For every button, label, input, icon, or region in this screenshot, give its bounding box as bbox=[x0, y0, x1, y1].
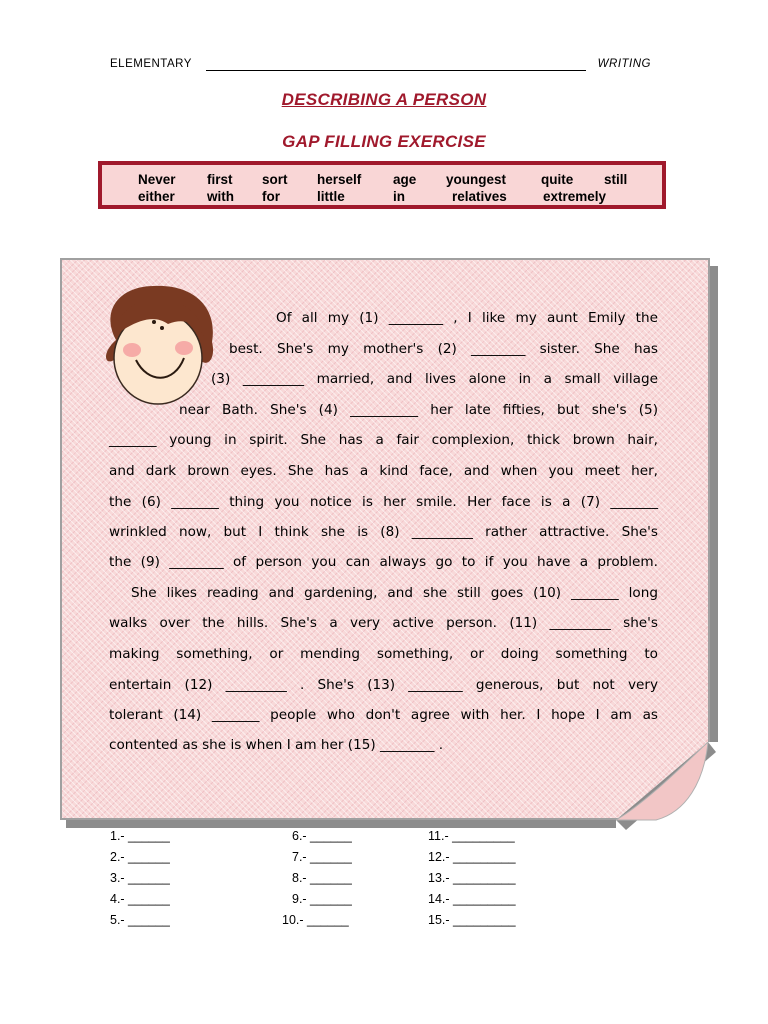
text-line: tolerant (14) _______ people who don't agree with her. I hope I am as bbox=[109, 707, 658, 723]
answer-slot: 6.- ______ bbox=[292, 829, 352, 843]
answer-slot: 4.- ______ bbox=[110, 892, 170, 906]
word-bank-item: extremely bbox=[543, 189, 607, 204]
answer-slot: 9.- ______ bbox=[292, 892, 352, 906]
word-bank-item: herself bbox=[317, 172, 362, 187]
word-bank-item: first bbox=[207, 172, 233, 187]
text-line: the (6) _______ thing you notice is her smile. Her face is a (7) _______ bbox=[109, 494, 658, 510]
answer-slot: 14.- _________ bbox=[428, 892, 516, 906]
text-line: and dark brown eyes. She has a kind face, and when you meet her, bbox=[109, 463, 658, 479]
text-line: near Bath. She's (4) __________ her late fifties, but she's (5) bbox=[179, 402, 658, 418]
answer-slot: 7.- ______ bbox=[292, 850, 352, 864]
text-line: best. She's my mother's (2) ________ sister. She has bbox=[229, 341, 658, 357]
word-bank bbox=[98, 161, 666, 209]
answer-slot: 3.- ______ bbox=[110, 871, 170, 885]
text-line: contented as she is when I am her (15) ________ . bbox=[109, 737, 444, 753]
text-line: (3) _________ married, and lives alone in a small village bbox=[211, 371, 658, 387]
text-line: the (9) ________ of person you can always go to if you have a problem. bbox=[109, 554, 658, 570]
page-subtitle: GAP FILLING EXERCISE bbox=[282, 132, 486, 151]
skill-label: WRITING bbox=[597, 58, 651, 70]
answer-slot: 5.- ______ bbox=[110, 913, 170, 927]
text-line: She likes reading and gardening, and she still goes (10) _______ long bbox=[131, 585, 658, 601]
answer-slot: 15.- _________ bbox=[428, 913, 516, 927]
answer-slot: 1.- ______ bbox=[110, 829, 170, 843]
text-line: Of all my (1) ________ , I like my aunt Emily the bbox=[276, 310, 658, 326]
page-curl-icon bbox=[616, 742, 720, 830]
word-bank-item: sort bbox=[262, 172, 288, 187]
text-line: walks over the hills. She's a very active person. (11) _________ she's bbox=[109, 615, 658, 631]
word-bank-item: quite bbox=[541, 172, 574, 187]
text-line: _______ young in spirit. She has a fair complexion, thick brown hair, bbox=[109, 432, 658, 448]
word-bank-item: age bbox=[393, 172, 417, 187]
name-line bbox=[206, 70, 586, 71]
woman-face-icon bbox=[96, 280, 220, 406]
level-label: ELEMENTARY bbox=[110, 58, 192, 70]
word-bank-item: still bbox=[604, 172, 628, 187]
answer-slot: 12.- _________ bbox=[428, 850, 516, 864]
text-line: making something, or mending something, or doing something to bbox=[109, 646, 658, 662]
word-bank-item: youngest bbox=[446, 172, 507, 187]
word-bank-item: Never bbox=[138, 172, 176, 187]
word-bank-item: either bbox=[138, 189, 175, 204]
answer-slot: 13.- _________ bbox=[428, 871, 516, 885]
word-bank-item: relatives bbox=[452, 189, 507, 204]
answer-slot: 10.- ______ bbox=[282, 913, 349, 927]
word-bank-item: with bbox=[207, 189, 234, 204]
word-bank-item: in bbox=[393, 189, 405, 204]
page-title: DESCRIBING A PERSON bbox=[281, 90, 487, 109]
text-line: entertain (12) _________ . She's (13) ________ generous, but not very bbox=[109, 677, 658, 693]
answer-slot: 8.- ______ bbox=[292, 871, 352, 885]
answer-slot: 11.- _________ bbox=[428, 829, 515, 843]
word-bank-item: little bbox=[317, 189, 345, 204]
text-line: wrinkled now, but I think she is (8) _________ rather attractive. She's bbox=[109, 524, 658, 540]
answer-slot: 2.- ______ bbox=[110, 850, 170, 864]
word-bank-item: for bbox=[262, 189, 280, 204]
